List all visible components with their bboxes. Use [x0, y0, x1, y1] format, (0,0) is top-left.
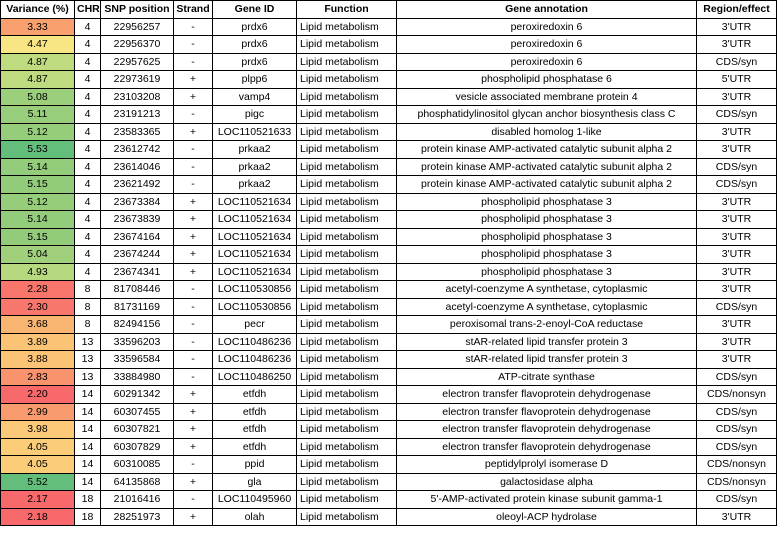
strand-cell: - — [174, 456, 213, 474]
region-effect-cell: 3'UTR — [697, 281, 777, 299]
strand-cell: + — [174, 88, 213, 106]
gene-id-cell: gla — [213, 473, 297, 491]
variance-cell: 3.88 — [1, 351, 75, 369]
gene-id-cell: prdx6 — [213, 53, 297, 71]
table-row — [1, 351, 777, 369]
chr-cell: 8 — [75, 281, 101, 299]
strand-cell: - — [174, 106, 213, 124]
gene-id-cell: LOC110530856 — [213, 281, 297, 299]
region-effect-cell: CDS/syn — [697, 491, 777, 509]
snp-position-cell: 33884980 — [101, 368, 174, 386]
gene-annotation-cell: acetyl-coenzyme A synthetase, cytoplasmic — [397, 281, 697, 299]
variance-cell: 3.33 — [1, 18, 75, 36]
header-region-effect: Region/effect — [697, 1, 777, 19]
function-cell: Lipid metabolism — [297, 123, 397, 141]
function-cell: Lipid metabolism — [297, 456, 397, 474]
variance-cell: 2.30 — [1, 298, 75, 316]
strand-cell: + — [174, 508, 213, 526]
snp-position-cell: 33596203 — [101, 333, 174, 351]
header-strand: Strand — [174, 1, 213, 19]
table-row — [1, 403, 777, 421]
header-gene-annotation: Gene annotation — [397, 1, 697, 19]
gene-annotation-cell: galactosidase alpha — [397, 473, 697, 491]
variance-cell: 2.28 — [1, 281, 75, 299]
gene-id-cell: etfdh — [213, 403, 297, 421]
function-cell: Lipid metabolism — [297, 158, 397, 176]
region-effect-cell: 3'UTR — [697, 211, 777, 229]
gene-annotation-cell: disabled homolog 1-like — [397, 123, 697, 141]
table-row — [1, 333, 777, 351]
function-cell: Lipid metabolism — [297, 421, 397, 439]
function-cell: Lipid metabolism — [297, 228, 397, 246]
region-effect-cell: 3'UTR — [697, 508, 777, 526]
table-row — [1, 473, 777, 491]
gene-annotation-cell: electron transfer flavoprotein dehydrogenase — [397, 403, 697, 421]
gene-annotation-cell: phospholipid phosphatase 6 — [397, 71, 697, 89]
table-row — [1, 386, 777, 404]
region-effect-cell: CDS/syn — [697, 421, 777, 439]
snp-position-cell: 22956257 — [101, 18, 174, 36]
gene-id-cell: etfdh — [213, 438, 297, 456]
strand-cell: + — [174, 403, 213, 421]
region-effect-cell: 3'UTR — [697, 316, 777, 334]
variance-cell: 5.52 — [1, 473, 75, 491]
gene-annotation-cell: phospholipid phosphatase 3 — [397, 193, 697, 211]
strand-cell: + — [174, 438, 213, 456]
table-row — [1, 211, 777, 229]
snp-position-cell: 81731169 — [101, 298, 174, 316]
snp-position-cell: 28251973 — [101, 508, 174, 526]
gene-id-cell: LOC110521634 — [213, 193, 297, 211]
function-cell: Lipid metabolism — [297, 333, 397, 351]
snp-position-cell: 23674164 — [101, 228, 174, 246]
variance-cell: 5.08 — [1, 88, 75, 106]
gene-id-cell: pigc — [213, 106, 297, 124]
strand-cell: + — [174, 421, 213, 439]
gene-id-cell: LOC110521633 — [213, 123, 297, 141]
chr-cell: 4 — [75, 36, 101, 54]
region-effect-cell: CDS/syn — [697, 176, 777, 194]
chr-cell: 4 — [75, 263, 101, 281]
gene-id-cell: etfdh — [213, 386, 297, 404]
gene-annotation-cell: phosphatidylinositol glycan anchor biosynthesis class C — [397, 106, 697, 124]
snp-position-cell: 23583365 — [101, 123, 174, 141]
variance-cell: 3.68 — [1, 316, 75, 334]
snp-position-cell: 23673384 — [101, 193, 174, 211]
chr-cell: 14 — [75, 456, 101, 474]
header-variance: Variance (%) — [1, 1, 75, 19]
function-cell: Lipid metabolism — [297, 211, 397, 229]
snp-position-cell: 23191213 — [101, 106, 174, 124]
gene-annotation-cell: peroxiredoxin 6 — [397, 36, 697, 54]
gene-annotation-cell: electron transfer flavoprotein dehydrogenase — [397, 438, 697, 456]
snp-position-cell: 23621492 — [101, 176, 174, 194]
chr-cell: 8 — [75, 316, 101, 334]
region-effect-cell: 3'UTR — [697, 36, 777, 54]
gene-annotation-cell: acetyl-coenzyme A synthetase, cytoplasmic — [397, 298, 697, 316]
function-cell: Lipid metabolism — [297, 18, 397, 36]
variance-cell: 4.87 — [1, 71, 75, 89]
chr-cell: 4 — [75, 53, 101, 71]
gene-id-cell: vamp4 — [213, 88, 297, 106]
strand-cell: - — [174, 351, 213, 369]
table-row — [1, 438, 777, 456]
strand-cell: - — [174, 141, 213, 159]
region-effect-cell: CDS/syn — [697, 106, 777, 124]
region-effect-cell: 5'UTR — [697, 71, 777, 89]
strand-cell: - — [174, 316, 213, 334]
function-cell: Lipid metabolism — [297, 316, 397, 334]
chr-cell: 4 — [75, 246, 101, 264]
table-row — [1, 228, 777, 246]
chr-cell: 4 — [75, 211, 101, 229]
table-row — [1, 246, 777, 264]
region-effect-cell: 3'UTR — [697, 333, 777, 351]
gene-annotation-cell: protein kinase AMP-activated catalytic subunit alpha 2 — [397, 176, 697, 194]
function-cell: Lipid metabolism — [297, 263, 397, 281]
region-effect-cell: CDS/syn — [697, 438, 777, 456]
function-cell: Lipid metabolism — [297, 386, 397, 404]
snp-position-cell: 60291342 — [101, 386, 174, 404]
variance-cell: 2.17 — [1, 491, 75, 509]
variance-cell: 5.15 — [1, 176, 75, 194]
function-cell: Lipid metabolism — [297, 368, 397, 386]
chr-cell: 4 — [75, 106, 101, 124]
snp-position-cell: 22973619 — [101, 71, 174, 89]
gene-id-cell: etfdh — [213, 421, 297, 439]
gene-annotation-cell: phospholipid phosphatase 3 — [397, 228, 697, 246]
gene-annotation-cell: protein kinase AMP-activated catalytic subunit alpha 2 — [397, 141, 697, 159]
gene-annotation-cell: 5'-AMP-activated protein kinase subunit gamma-1 — [397, 491, 697, 509]
gene-annotation-cell: peroxisomal trans-2-enoyl-CoA reductase — [397, 316, 697, 334]
gene-id-cell: LOC110486236 — [213, 351, 297, 369]
table-row — [1, 368, 777, 386]
gene-annotation-cell: phospholipid phosphatase 3 — [397, 263, 697, 281]
region-effect-cell: CDS/nonsyn — [697, 473, 777, 491]
variance-cell: 5.04 — [1, 246, 75, 264]
snp-position-cell: 60310085 — [101, 456, 174, 474]
region-effect-cell: CDS/nonsyn — [697, 386, 777, 404]
function-cell: Lipid metabolism — [297, 88, 397, 106]
gene-annotation-cell: phospholipid phosphatase 3 — [397, 211, 697, 229]
table-row — [1, 421, 777, 439]
chr-cell: 14 — [75, 421, 101, 439]
table-row — [1, 123, 777, 141]
gene-annotation-cell: stAR-related lipid transfer protein 3 — [397, 351, 697, 369]
strand-cell: - — [174, 298, 213, 316]
chr-cell: 4 — [75, 141, 101, 159]
table-row — [1, 281, 777, 299]
chr-cell: 14 — [75, 403, 101, 421]
gene-annotation-cell: oleoyl-ACP hydrolase — [397, 508, 697, 526]
table-row — [1, 88, 777, 106]
gene-id-cell: ppid — [213, 456, 297, 474]
region-effect-cell: 3'UTR — [697, 141, 777, 159]
gene-annotation-cell: phospholipid phosphatase 3 — [397, 246, 697, 264]
variance-cell: 4.87 — [1, 53, 75, 71]
table-row — [1, 263, 777, 281]
function-cell: Lipid metabolism — [297, 53, 397, 71]
snp-position-cell: 60307455 — [101, 403, 174, 421]
variance-cell: 5.15 — [1, 228, 75, 246]
variance-cell: 5.14 — [1, 158, 75, 176]
function-cell: Lipid metabolism — [297, 106, 397, 124]
gene-annotation-cell: protein kinase AMP-activated catalytic subunit alpha 2 — [397, 158, 697, 176]
snp-position-cell: 33596584 — [101, 351, 174, 369]
function-cell: Lipid metabolism — [297, 438, 397, 456]
table-body — [1, 18, 777, 526]
region-effect-cell: CDS/syn — [697, 53, 777, 71]
strand-cell: + — [174, 386, 213, 404]
function-cell: Lipid metabolism — [297, 71, 397, 89]
gene-annotation-cell: peptidylprolyl isomerase D — [397, 456, 697, 474]
chr-cell: 18 — [75, 491, 101, 509]
table-row — [1, 193, 777, 211]
function-cell: Lipid metabolism — [297, 36, 397, 54]
gene-id-cell: prdx6 — [213, 18, 297, 36]
snp-position-cell: 22957625 — [101, 53, 174, 71]
region-effect-cell: 3'UTR — [697, 193, 777, 211]
header-row — [1, 1, 777, 19]
gene-id-cell: LOC110521634 — [213, 211, 297, 229]
chr-cell: 14 — [75, 473, 101, 491]
function-cell: Lipid metabolism — [297, 193, 397, 211]
variance-cell: 3.89 — [1, 333, 75, 351]
strand-cell: - — [174, 36, 213, 54]
variance-cell: 4.47 — [1, 36, 75, 54]
function-cell: Lipid metabolism — [297, 246, 397, 264]
chr-cell: 13 — [75, 351, 101, 369]
chr-cell: 4 — [75, 71, 101, 89]
header-gene-id: Gene ID — [213, 1, 297, 19]
strand-cell: + — [174, 71, 213, 89]
strand-cell: - — [174, 158, 213, 176]
snp-position-cell: 23674244 — [101, 246, 174, 264]
header-snp-position: SNP position — [101, 1, 174, 19]
gene-annotation-cell: electron transfer flavoprotein dehydrogenase — [397, 421, 697, 439]
gene-annotation-cell: vesicle associated membrane protein 4 — [397, 88, 697, 106]
chr-cell: 8 — [75, 298, 101, 316]
gene-id-cell: prkaa2 — [213, 141, 297, 159]
strand-cell: + — [174, 246, 213, 264]
chr-cell: 4 — [75, 88, 101, 106]
snp-position-cell: 81708446 — [101, 281, 174, 299]
chr-cell: 4 — [75, 176, 101, 194]
gene-id-cell: pecr — [213, 316, 297, 334]
variance-cell: 2.83 — [1, 368, 75, 386]
chr-cell: 4 — [75, 228, 101, 246]
function-cell: Lipid metabolism — [297, 298, 397, 316]
gene-id-cell: LOC110495960 — [213, 491, 297, 509]
strand-cell: + — [174, 193, 213, 211]
function-cell: Lipid metabolism — [297, 176, 397, 194]
chr-cell: 4 — [75, 18, 101, 36]
region-effect-cell: 3'UTR — [697, 123, 777, 141]
snp-position-cell: 60307829 — [101, 438, 174, 456]
region-effect-cell: 3'UTR — [697, 228, 777, 246]
gene-annotation-cell: electron transfer flavoprotein dehydrogenase — [397, 386, 697, 404]
gene-id-cell: LOC110521634 — [213, 246, 297, 264]
strand-cell: + — [174, 211, 213, 229]
variance-cell: 2.18 — [1, 508, 75, 526]
gene-id-cell: prkaa2 — [213, 158, 297, 176]
variance-cell: 4.05 — [1, 438, 75, 456]
region-effect-cell: 3'UTR — [697, 246, 777, 264]
strand-cell: + — [174, 473, 213, 491]
gene-annotation-cell: stAR-related lipid transfer protein 3 — [397, 333, 697, 351]
gene-id-cell: plpp6 — [213, 71, 297, 89]
strand-cell: - — [174, 281, 213, 299]
snp-position-cell: 64135868 — [101, 473, 174, 491]
strand-cell: - — [174, 491, 213, 509]
table-row — [1, 141, 777, 159]
function-cell: Lipid metabolism — [297, 141, 397, 159]
strand-cell: - — [174, 18, 213, 36]
variance-cell: 5.12 — [1, 123, 75, 141]
gene-id-cell: LOC110530856 — [213, 298, 297, 316]
variance-cell: 3.98 — [1, 421, 75, 439]
variance-cell: 2.20 — [1, 386, 75, 404]
variance-cell: 2.99 — [1, 403, 75, 421]
snp-position-cell: 82494156 — [101, 316, 174, 334]
strand-cell: + — [174, 123, 213, 141]
chr-cell: 13 — [75, 368, 101, 386]
variance-cell: 4.05 — [1, 456, 75, 474]
table-row — [1, 71, 777, 89]
strand-cell: - — [174, 53, 213, 71]
snp-position-cell: 23103208 — [101, 88, 174, 106]
gene-id-cell: prkaa2 — [213, 176, 297, 194]
gene-id-cell: olah — [213, 508, 297, 526]
strand-cell: + — [174, 228, 213, 246]
table-row — [1, 53, 777, 71]
region-effect-cell: 3'UTR — [697, 351, 777, 369]
region-effect-cell: 3'UTR — [697, 88, 777, 106]
region-effect-cell: CDS/syn — [697, 298, 777, 316]
table-row — [1, 106, 777, 124]
function-cell: Lipid metabolism — [297, 508, 397, 526]
gene-id-cell: LOC110486236 — [213, 333, 297, 351]
table-row — [1, 298, 777, 316]
variance-cell: 4.93 — [1, 263, 75, 281]
variance-cell: 5.53 — [1, 141, 75, 159]
strand-cell: - — [174, 333, 213, 351]
function-cell: Lipid metabolism — [297, 491, 397, 509]
gene-id-cell: LOC110486250 — [213, 368, 297, 386]
table-row — [1, 508, 777, 526]
variance-cell: 5.11 — [1, 106, 75, 124]
header-chr: CHR — [75, 1, 101, 19]
table-row — [1, 18, 777, 36]
chr-cell: 4 — [75, 123, 101, 141]
function-cell: Lipid metabolism — [297, 473, 397, 491]
table-row — [1, 176, 777, 194]
table-row — [1, 158, 777, 176]
gene-id-cell: LOC110521634 — [213, 263, 297, 281]
strand-cell: + — [174, 263, 213, 281]
gene-annotation-cell: peroxiredoxin 6 — [397, 53, 697, 71]
header-function: Function — [297, 1, 397, 19]
gene-id-cell: prdx6 — [213, 36, 297, 54]
function-cell: Lipid metabolism — [297, 403, 397, 421]
region-effect-cell: CDS/syn — [697, 368, 777, 386]
gene-id-cell: LOC110521634 — [213, 228, 297, 246]
table-row — [1, 491, 777, 509]
region-effect-cell: 3'UTR — [697, 263, 777, 281]
strand-cell: - — [174, 368, 213, 386]
table-row — [1, 456, 777, 474]
table-row — [1, 316, 777, 334]
gene-annotation-cell: peroxiredoxin 6 — [397, 18, 697, 36]
chr-cell: 4 — [75, 158, 101, 176]
snp-position-cell: 23614046 — [101, 158, 174, 176]
region-effect-cell: CDS/syn — [697, 403, 777, 421]
strand-cell: - — [174, 176, 213, 194]
chr-cell: 13 — [75, 333, 101, 351]
snp-position-cell: 60307821 — [101, 421, 174, 439]
region-effect-cell: CDS/syn — [697, 158, 777, 176]
gene-annotation-cell: ATP-citrate synthase — [397, 368, 697, 386]
region-effect-cell: CDS/nonsyn — [697, 456, 777, 474]
variance-cell: 5.14 — [1, 211, 75, 229]
chr-cell: 14 — [75, 386, 101, 404]
snp-position-cell: 21016416 — [101, 491, 174, 509]
chr-cell: 14 — [75, 438, 101, 456]
variance-cell: 5.12 — [1, 193, 75, 211]
chr-cell: 4 — [75, 193, 101, 211]
chr-cell: 18 — [75, 508, 101, 526]
function-cell: Lipid metabolism — [297, 351, 397, 369]
function-cell: Lipid metabolism — [297, 281, 397, 299]
table-row — [1, 36, 777, 54]
region-effect-cell: 3'UTR — [697, 18, 777, 36]
snp-position-cell: 23612742 — [101, 141, 174, 159]
snp-position-cell: 22956370 — [101, 36, 174, 54]
snp-position-cell: 23673839 — [101, 211, 174, 229]
snp-position-cell: 23674341 — [101, 263, 174, 281]
